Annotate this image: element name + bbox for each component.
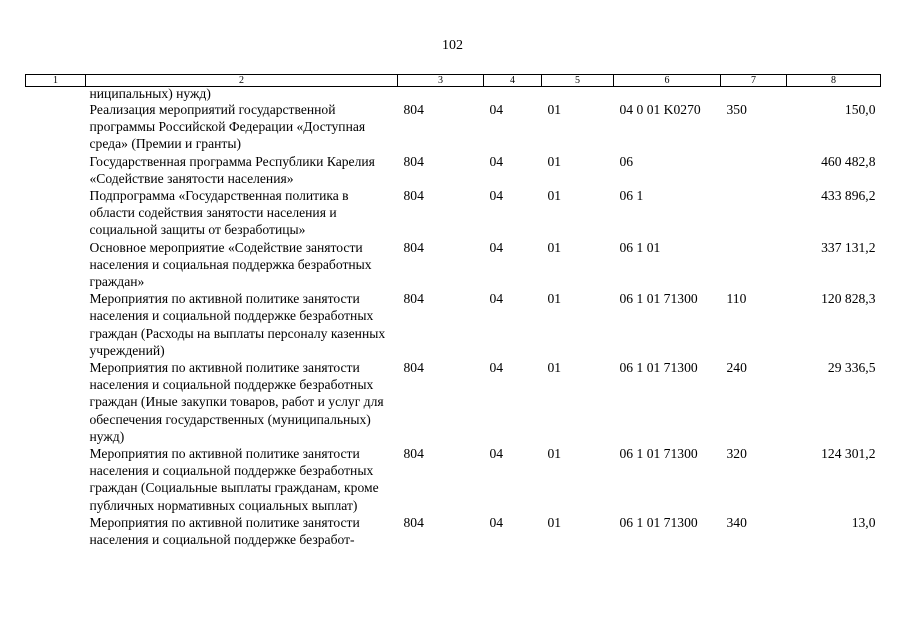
- row-ministry: 804: [403, 291, 424, 307]
- row-amount: 150,0: [844, 102, 876, 117]
- column-header-6: 6: [614, 75, 721, 87]
- row-name: Мероприятия по активной политике занятости населения и социальной поддержке безработных граждан (Иные закупки товаров, работ и услуг для обеспечения государственных (муниципальных) нужд): [89, 360, 384, 444]
- row-expense-type: [721, 239, 787, 291]
- row-target-article: 06 1 01: [619, 239, 661, 255]
- table-row: [26, 101, 881, 153]
- row-subsection: 01: [547, 514, 562, 530]
- column-header-3: 3: [398, 75, 484, 87]
- row-ministry: 804: [403, 239, 424, 255]
- row-ministry: 804: [403, 188, 424, 204]
- row-amount: 337 131,2: [821, 239, 876, 255]
- page-number: 102: [442, 38, 463, 53]
- column-header-7: 7: [721, 75, 787, 87]
- row-section: 04: [489, 360, 504, 376]
- row-ministry: 804: [403, 153, 424, 169]
- row-target-article: 06: [619, 153, 634, 169]
- column-header-8: 8: [787, 75, 881, 87]
- table-row: [26, 239, 881, 291]
- row-name: Реализация мероприятий государственной программы Российской Федерации «Доступная среда» (Премии и гранты): [89, 102, 366, 152]
- row-target-article: 06 1: [619, 188, 644, 204]
- row-amount: 460 482,8: [821, 153, 876, 169]
- row-section: 04: [489, 239, 504, 255]
- row-ministry: 804: [403, 360, 424, 376]
- column-header-1: 1: [26, 75, 86, 87]
- row-target-article: 04 0 01 K0270: [619, 102, 701, 117]
- row-subsection: 01: [547, 153, 562, 169]
- table-row: [26, 153, 881, 187]
- column-header-5: 5: [542, 75, 614, 87]
- row-ministry: 804: [403, 102, 424, 117]
- row-target-article: 06 1 01 71300: [619, 446, 698, 462]
- row-target-article: 06 1 01 71300: [619, 360, 698, 376]
- row-target-article: 06 1 01 71300: [619, 514, 698, 530]
- row-expense-type: 240: [726, 360, 747, 376]
- row-ministry: 804: [403, 514, 424, 530]
- row-amount: 29 336,5: [827, 360, 876, 376]
- row-section: 04: [489, 291, 504, 307]
- column-header-2: 2: [86, 75, 398, 87]
- budget-table: [25, 74, 881, 548]
- row-expense-type: 320: [726, 446, 747, 462]
- row-subsection: 01: [547, 188, 562, 204]
- table-row: [26, 359, 881, 445]
- row-subsection: 01: [547, 446, 562, 462]
- row-expense-type: 110: [726, 291, 747, 307]
- row-section: 04: [489, 153, 504, 169]
- table-row: [26, 290, 881, 359]
- row-section: 04: [489, 514, 504, 530]
- row-name: Государственная программа Республики Карелия «Содействие занятости населения»: [89, 153, 375, 186]
- row-amount: 13,0: [851, 514, 876, 530]
- row-amount: 120 828,3: [821, 291, 876, 307]
- table-row: [26, 187, 881, 239]
- row-amount: 433 896,2: [821, 188, 876, 204]
- continuation-text: ниципальных) нужд): [89, 86, 211, 101]
- table-row: [26, 514, 881, 548]
- row-name: Подпрограмма «Государственная политика в области содействия занятости населения и социальной защиты от безработицы»: [89, 188, 349, 238]
- row-expense-type: [721, 187, 787, 239]
- row-target-article: 06 1 01 71300: [619, 291, 698, 307]
- table-row: [26, 445, 881, 514]
- continuation-row: [26, 87, 881, 102]
- row-name: Мероприятия по активной политике занятости населения и социальной поддержке безработных граждан (Расходы на выплаты персоналу казенных учреждений): [89, 291, 386, 358]
- row-subsection: 01: [547, 102, 562, 117]
- row-amount: 124 301,2: [821, 446, 876, 462]
- row-section: 04: [489, 102, 504, 117]
- row-section: 04: [489, 446, 504, 462]
- row-name: Основное мероприятие «Содействие занятости населения и социальная поддержка безработных граждан»: [89, 239, 372, 290]
- row-expense-type: 350: [726, 102, 747, 117]
- row-section: 04: [489, 188, 504, 204]
- row-name: Мероприятия по активной политике занятости населения и социальной поддержке безработ-: [89, 514, 360, 548]
- row-expense-type: [721, 153, 787, 187]
- row-subsection: 01: [547, 291, 562, 307]
- row-ministry: 804: [403, 446, 424, 462]
- row-subsection: 01: [547, 239, 562, 255]
- row-name: Мероприятия по активной политике занятости населения и социальной поддержке безработных граждан (Социальные выплаты гражданам, кроме публичных нормативных социальных выплат): [89, 446, 379, 513]
- row-expense-type: 340: [726, 514, 747, 530]
- row-subsection: 01: [547, 360, 562, 376]
- column-header-4: 4: [484, 75, 542, 87]
- column-number-header: [26, 75, 881, 87]
